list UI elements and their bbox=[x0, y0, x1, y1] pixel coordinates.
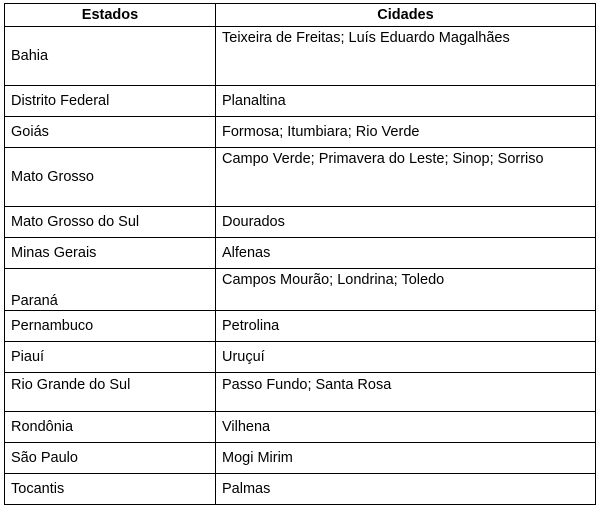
state-cell: Rio Grande do Sul bbox=[5, 373, 216, 412]
table-row bbox=[5, 207, 596, 238]
table-row bbox=[5, 148, 596, 207]
header-estados: Estados bbox=[5, 4, 216, 27]
state-cell: São Paulo bbox=[5, 443, 216, 474]
cities-cell: Formosa; Itumbiara; Rio Verde bbox=[216, 117, 596, 148]
state-cell: Bahia bbox=[5, 27, 216, 86]
table-row bbox=[5, 27, 596, 86]
state-cell: Tocantis bbox=[5, 474, 216, 505]
cities-cell: Campos Mourão; Londrina; Toledo bbox=[216, 269, 596, 311]
table-row bbox=[5, 474, 596, 505]
header-cidades: Cidades bbox=[216, 4, 596, 27]
cities-cell: Palmas bbox=[216, 474, 596, 505]
header-row bbox=[5, 4, 596, 27]
table-row bbox=[5, 311, 596, 342]
table-row bbox=[5, 342, 596, 373]
cities-cell: Alfenas bbox=[216, 238, 596, 269]
table-row bbox=[5, 269, 596, 311]
table-row bbox=[5, 86, 596, 117]
state-cell: Pernambuco bbox=[5, 311, 216, 342]
state-cell: Rondônia bbox=[5, 412, 216, 443]
state-cell: Mato Grosso do Sul bbox=[5, 207, 216, 238]
table-row bbox=[5, 373, 596, 412]
table-row bbox=[5, 238, 596, 269]
states-cities-table bbox=[4, 3, 596, 505]
cities-cell: Mogi Mirim bbox=[216, 443, 596, 474]
state-cell: Mato Grosso bbox=[5, 148, 216, 207]
cities-cell: Uruçuí bbox=[216, 342, 596, 373]
cities-cell: Petrolina bbox=[216, 311, 596, 342]
cities-cell: Teixeira de Freitas; Luís Eduardo Magalhães bbox=[216, 27, 596, 86]
table-row bbox=[5, 443, 596, 474]
cities-cell: Passo Fundo; Santa Rosa bbox=[216, 373, 596, 412]
state-cell: Minas Gerais bbox=[5, 238, 216, 269]
state-cell: Distrito Federal bbox=[5, 86, 216, 117]
table-row bbox=[5, 117, 596, 148]
cities-cell: Planaltina bbox=[216, 86, 596, 117]
table-row bbox=[5, 412, 596, 443]
cities-cell: Campo Verde; Primavera do Leste; Sinop; Sorriso bbox=[216, 148, 596, 207]
state-cell: Paraná bbox=[5, 269, 216, 311]
state-cell: Goiás bbox=[5, 117, 216, 148]
cities-cell: Vilhena bbox=[216, 412, 596, 443]
cities-cell: Dourados bbox=[216, 207, 596, 238]
state-cell: Piauí bbox=[5, 342, 216, 373]
